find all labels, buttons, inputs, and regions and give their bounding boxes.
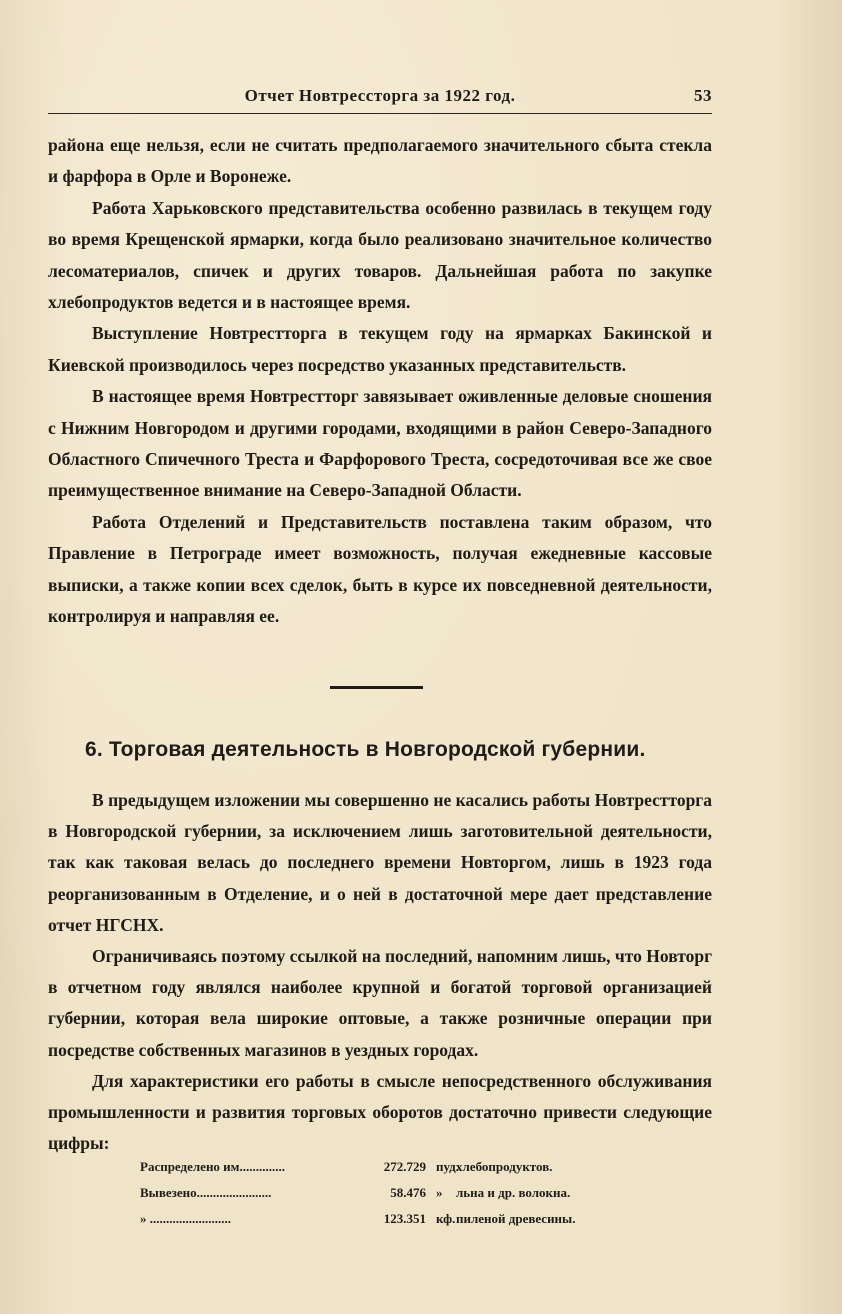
stat-unit: кф. [436, 1211, 456, 1226]
stat-value: 272.729 [383, 1159, 426, 1174]
stat-label: » ......................... [140, 1211, 231, 1226]
stat-label: Распределено им.............. [140, 1159, 286, 1174]
header-rule [48, 113, 712, 114]
paragraph: Работа Отделений и Представительств поставлена таким образом, что Правление в Петрограде имеет возможность, получая ежедневные кассовые выписки, а также копии всех сделок, быть в курсе их повседневной деятельности, контролируя и направляя ее. [48, 511, 712, 627]
stat-description: хлебопродуктов. [456, 1159, 553, 1174]
page-number: 53 [694, 86, 712, 105]
running-header-title: Отчет Новтрессторга за 1922 год. [244, 86, 516, 105]
stat-row [140, 1180, 676, 1206]
section-heading: 6. Торговая деятельность в Новгородской губернии. [85, 738, 646, 761]
statistics-list [140, 1154, 676, 1232]
paragraph: Ограничиваясь поэтому ссылкой на последний, напомним лишь, что Новторг в отчетном году являлся наиболее крупной и богатой торговой организацией губернии, которая вела широкие оптовые, а также розничные операции при посредстве собственных магазинов в уездных городах. [48, 946, 713, 1060]
stat-label: Вывезено....................... [140, 1185, 272, 1200]
paragraph: В настоящее время Новтрестторг завязывает оживленные деловые сношения с Нижним Новгородом и другими городами, входящими в район Северо-Западного Областного Спичечного Треста и Фарфорового Треста, сосредоточивая все же свое преимущественное внимание на Северо-Западной Области. [48, 386, 712, 501]
stat-value: 123.351 [383, 1211, 426, 1226]
stat-unit: пуд. [436, 1159, 459, 1174]
stat-description: пиленой древесины. [456, 1211, 576, 1226]
stat-description: льна и др. волокна. [456, 1185, 571, 1200]
paragraph: района еще нельзя, если не считать предполагаемого значительного сбыта стекла и фарфора в Орле и Воронеже. [48, 135, 712, 187]
paragraph: Работа Харьковского представительства особенно развилась в текущем году во время Крещенской ярмарки, когда было реализовано значительное количество лесоматериалов, спичек и других товаров. Дальнейшая работа по закупке хлебопродуктов ведется и в настоящее время. [48, 197, 712, 313]
stat-row [140, 1154, 676, 1180]
paragraph: Для характеристики его работы в смысле непосредственного обслуживания промышленности и развития торговых оборотов достаточно привести следующие цифры: [48, 1070, 712, 1154]
body-text-top [48, 130, 712, 633]
stat-unit: » [436, 1185, 443, 1200]
paragraph: Выступление Новтрестторга в текущем году на ярмарках Бакинской и Киевской производилось через посредство указанных представительств. [48, 323, 712, 375]
stat-value: 58.476 [390, 1185, 426, 1200]
stat-row [140, 1206, 676, 1232]
section-divider [330, 686, 423, 689]
paragraph: В предыдущем изложении мы совершенно не касались работы Новтрестторга в Новгородской губернии, за исключением лишь заготовительной деятельности, так как таковая велась до последнего времени Новторгом, лишь в 1923 года реорганизованным в Отделение, и о ней в достаточной мере дает представление отчет НГСНХ. [48, 790, 712, 935]
body-text-bottom [48, 785, 712, 1159]
running-header [48, 86, 712, 110]
